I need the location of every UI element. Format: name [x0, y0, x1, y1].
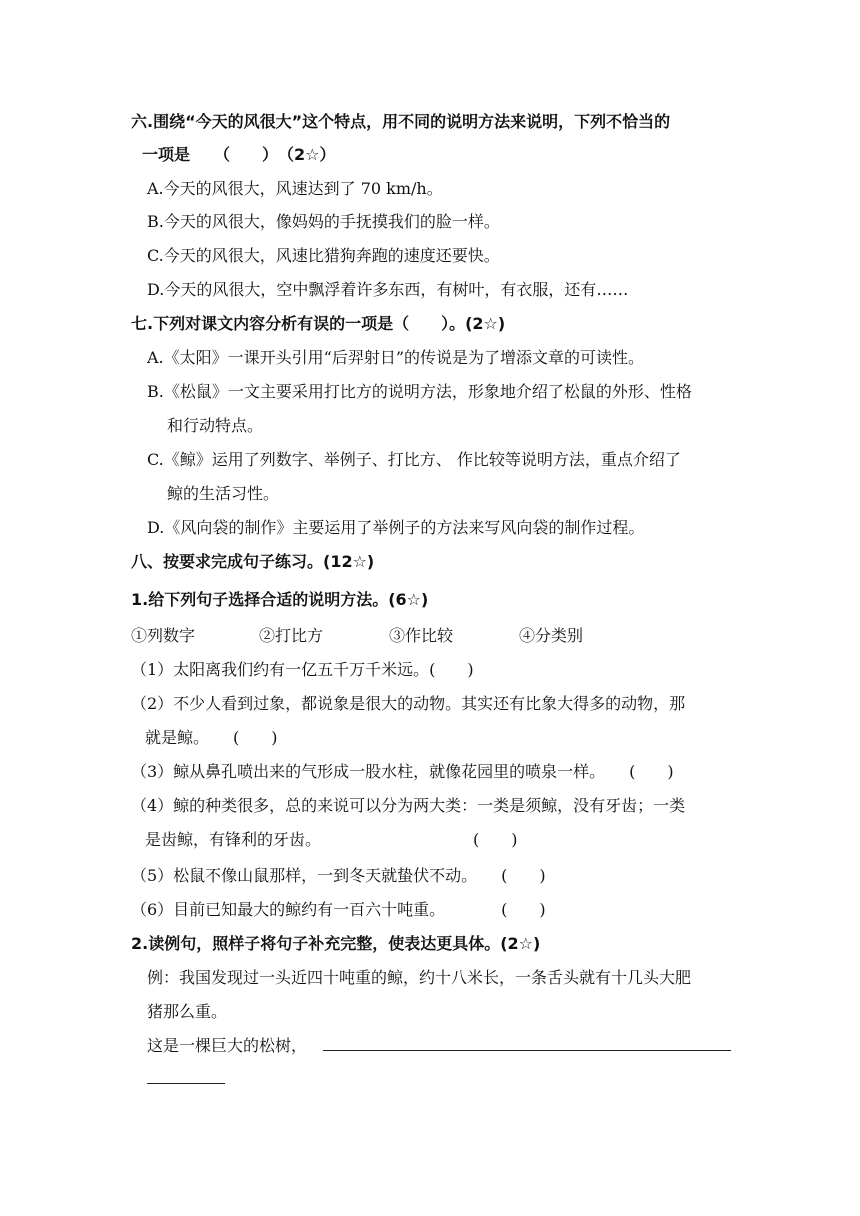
subquestion-2-title: 2.读例句，照样子将句子补充完整，使表达更具体。(2☆) — [131, 934, 541, 953]
question-7-title: 七.下列对课文内容分析有误的一项是（ ）。(2☆) — [131, 314, 506, 333]
sentence-item: （3）鲸从鼻孔喷出来的气形成一股水柱，就像花园里的喷泉一样。 ( ) — [131, 762, 674, 781]
question-6-title: 六.围绕“今天的风很大”这个特点，用不同的说明方法来说明，下列不恰当的 — [131, 112, 671, 131]
method-option: ③作比较 — [389, 626, 454, 645]
example-sentence-cont: 猪那么重。 — [147, 1002, 228, 1021]
method-option: ④分类别 — [519, 626, 584, 645]
answer-blank-line[interactable] — [323, 1050, 731, 1051]
question-8-title: 八、按要求完成句子练习。(12☆) — [131, 552, 375, 571]
option-6b: B.今天的风很大，像妈妈的手抚摸我们的脸一样。 — [147, 212, 500, 231]
option-7c-cont: 鲸的生活习性。 — [167, 484, 280, 503]
option-7c: C.《鲸》运用了列数字、举例子、打比方、 作比较等说明方法，重点介绍了 — [147, 450, 681, 469]
sentence-item-cont: 就是鲸。 ( ) — [145, 728, 278, 747]
option-6c: C.今天的风很大，风速比猎狗奔跑的速度还要快。 — [147, 246, 500, 265]
sentence-item: （4）鲸的种类很多，总的来说可以分为两大类：一类是须鲸，没有牙齿；一类 — [131, 796, 686, 815]
option-7b: B.《松鼠》一文主要采用打比方的说明方法，形象地介绍了松鼠的外形、性格 — [147, 382, 692, 401]
example-sentence: 例：我国发现过一头近四十吨重的鲸，约十八米长，一条舌头就有十几头大肥 — [147, 968, 692, 987]
completion-prompt: 这是一棵巨大的松树， — [147, 1036, 308, 1055]
method-option: ①列数字 — [131, 626, 196, 645]
option-7a: A.《太阳》一课开头引用“后羿射日”的传说是为了增添文章的可读性。 — [147, 348, 645, 367]
option-6a: A.今天的风很大，风速达到了 70 km/h。 — [147, 179, 443, 198]
subquestion-1-title: 1.给下列句子选择合适的说明方法。(6☆) — [131, 590, 429, 609]
option-7d: D.《风向袋的制作》主要运用了举例子的方法来写风向袋的制作过程。 — [147, 518, 645, 537]
method-option: ②打比方 — [259, 626, 324, 645]
sentence-item: （5）松鼠不像山鼠那样，一到冬天就蛰伏不动。 ( ) — [131, 866, 546, 885]
sentence-item: （1）太阳离我们约有一亿五千万千米远。( ) — [131, 660, 474, 679]
sentence-item: （2）不少人看到过象，都说象是很大的动物。其实还有比象大得多的动物，那 — [131, 694, 686, 713]
option-6d: D.今天的风很大，空中飘浮着许多东西，有树叶，有衣服，还有…… — [147, 280, 629, 299]
question-6-title-cont: 一项是 （ ） （2☆） — [142, 145, 336, 164]
sentence-item: （6）目前已知最大的鲸约有一百六十吨重。 ( ) — [131, 900, 546, 919]
sentence-item-cont: 是齿鲸，有锋利的牙齿。 ( ) — [145, 830, 518, 849]
answer-blank-line-cont[interactable] — [147, 1083, 225, 1084]
option-7b-cont: 和行动特点。 — [167, 416, 264, 435]
